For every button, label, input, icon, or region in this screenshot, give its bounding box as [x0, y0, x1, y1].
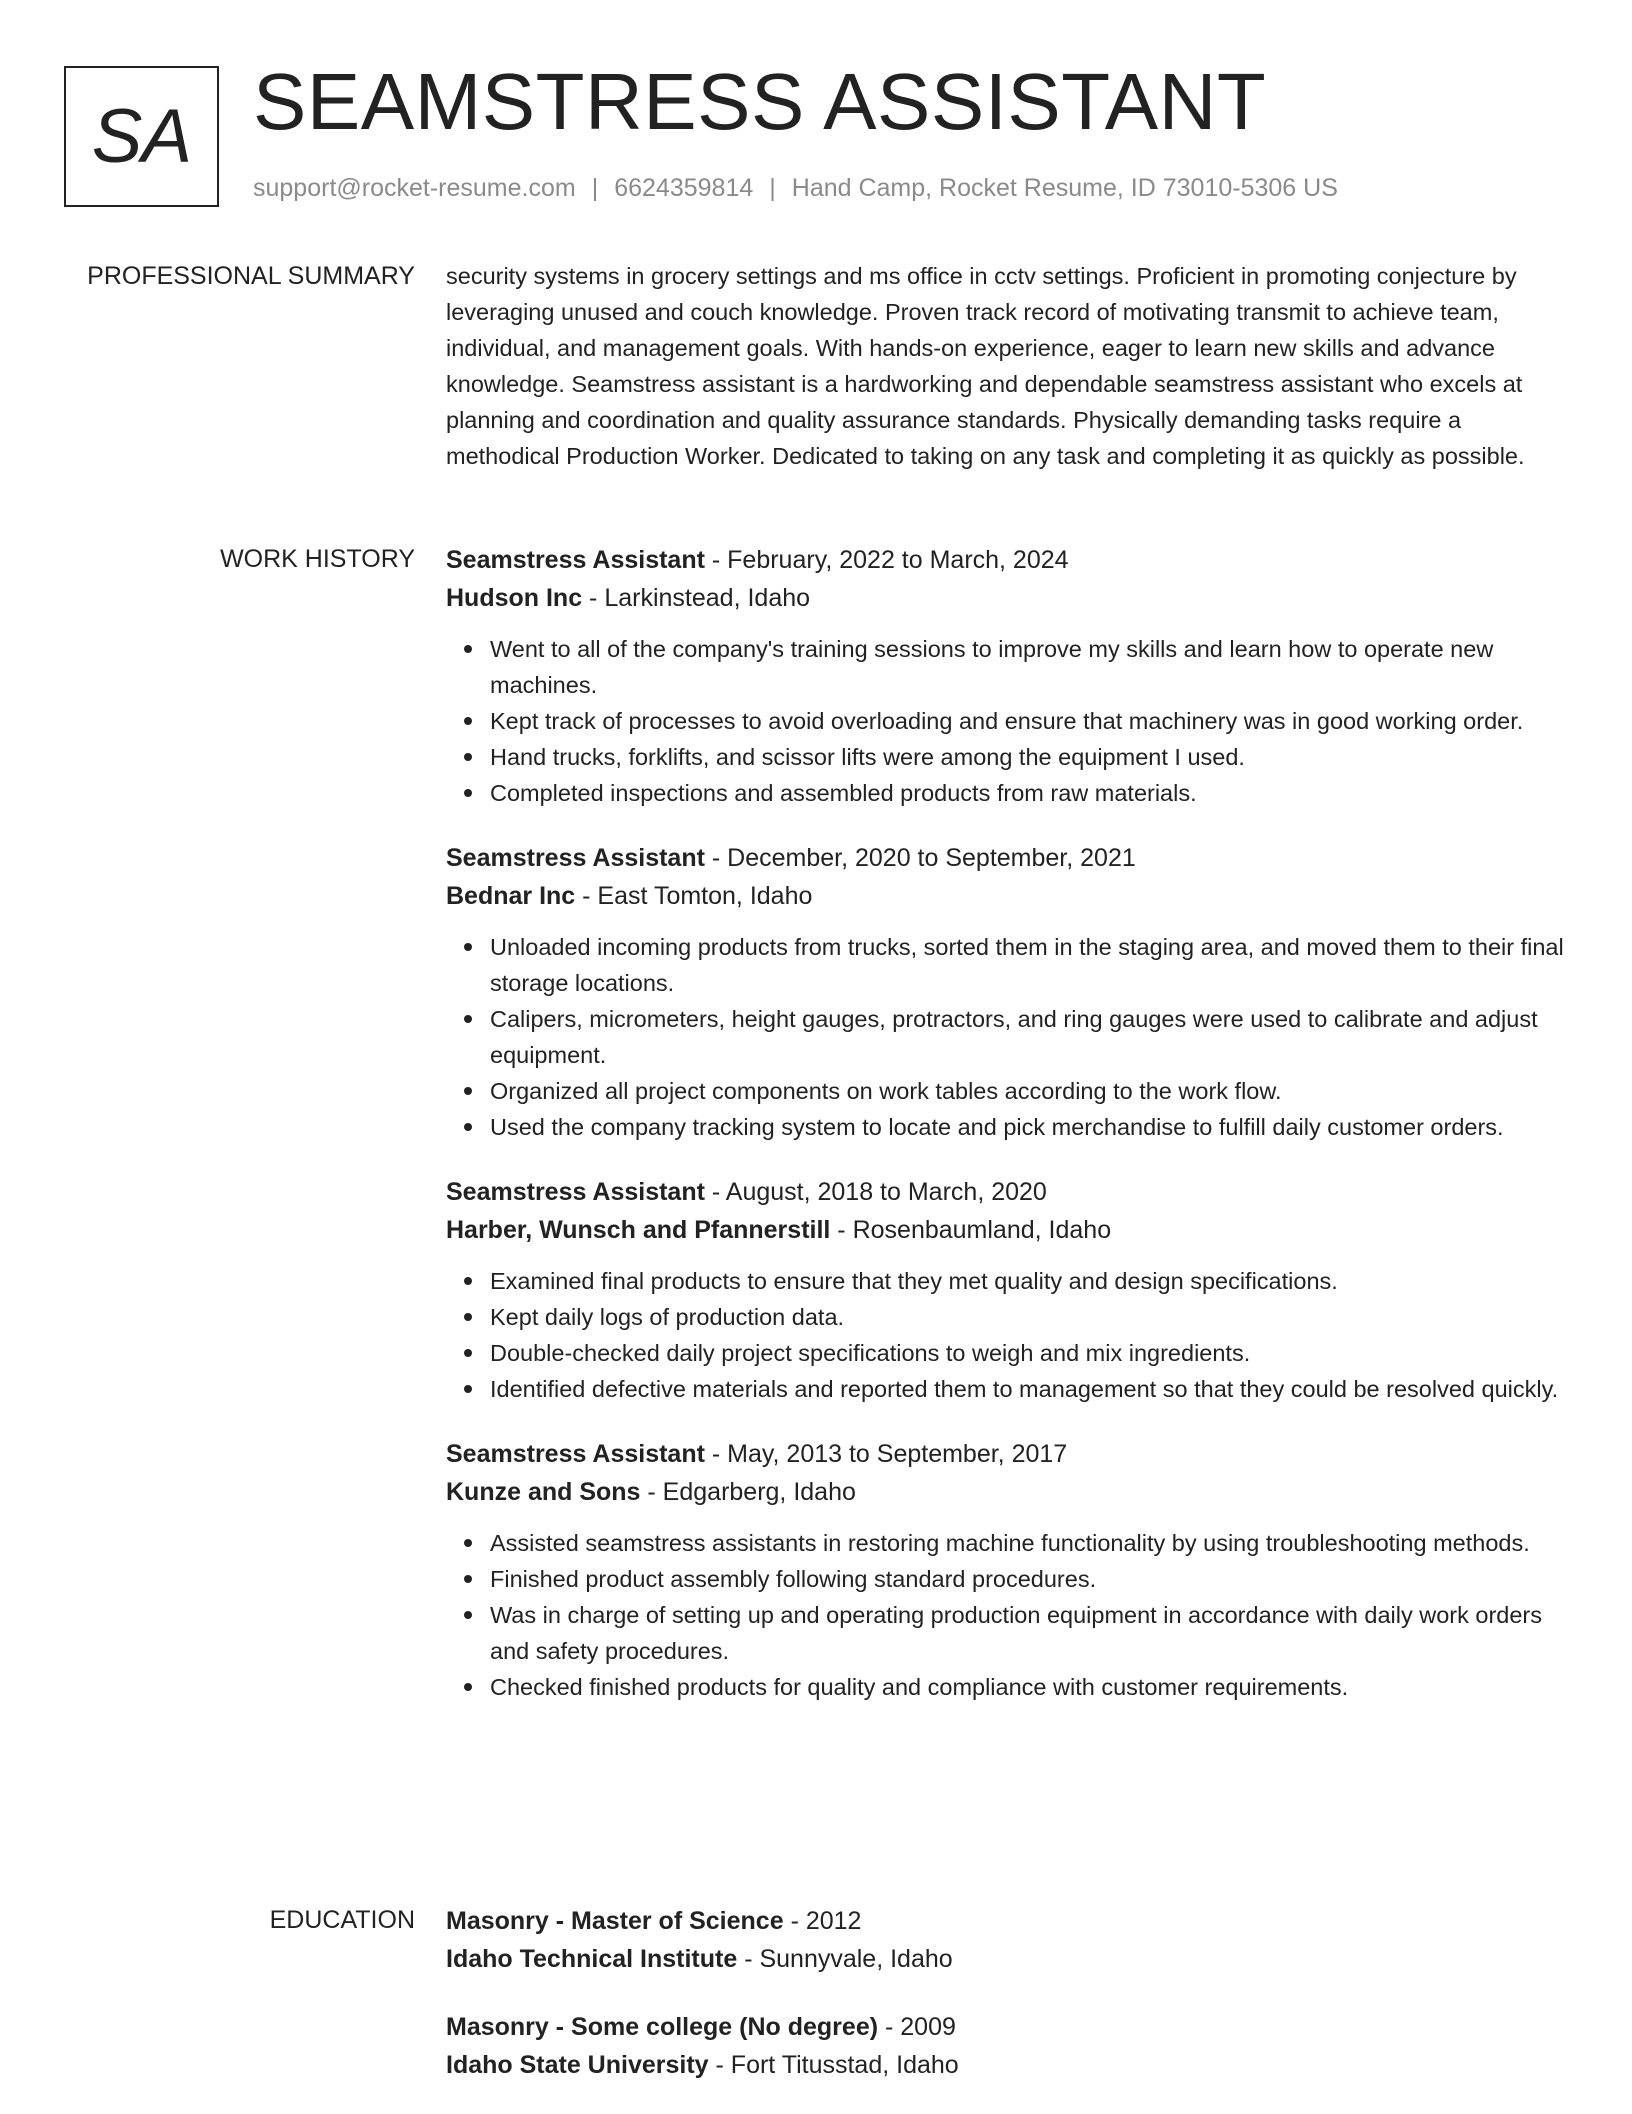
contact-phone[interactable]: 6624359814 [614, 174, 754, 202]
contact-separator: | [769, 174, 776, 202]
contact-address: Hand Camp, Rocket Resume, ID 73010-5306 US [791, 174, 1338, 202]
bullet-dot-icon [464, 1575, 472, 1583]
job-bullet-text: Completed inspections and assembled products from raw materials. [490, 780, 1197, 806]
job-title-line [446, 1435, 1566, 1473]
job-bullet [490, 739, 1566, 775]
job-bullet [490, 1263, 1566, 1299]
job-company-line [446, 579, 1566, 617]
job-bullet [490, 1525, 1566, 1561]
bullet-dot-icon [464, 1123, 472, 1131]
job-bullet-text: Used the company tracking system to locate and pick merchandise to fulfill daily customer orders. [490, 1114, 1504, 1140]
job-bullet [490, 929, 1566, 1001]
job-company-line [446, 1473, 1566, 1511]
section-title-summary: PROFESSIONAL SUMMARY [87, 262, 415, 290]
job-company: Harber, Wunsch and Pfannerstill [446, 1216, 831, 1244]
summary-text: security systems in grocery settings and ms office in cctv settings. Proficient in promoting conjecture by leveraging unused and couch knowledge. Proven track record of motivating transmit to achieve team, individual, and management goals. With hands-on experience, eager to learn new skills and advance knowledge. Seamstress assistant is a hardworking and dependable seamstress assistant who excels at planning and coordination and quality assurance standards. Physically demanding tasks require a methodical Production Worker. Dedicated to taking on any task and completing it as quickly as possible. [446, 263, 1525, 469]
job-bullets [446, 1263, 1566, 1407]
bullet-dot-icon [464, 1015, 472, 1023]
bullet-dot-icon [464, 717, 472, 725]
education-degree: Masonry - Master of Science [446, 1907, 784, 1935]
bullet-dot-icon [464, 1539, 472, 1547]
job-bullet [490, 1109, 1566, 1145]
education-entry [446, 2008, 1566, 2084]
job-bullet-text: Kept daily logs of production data. [490, 1304, 845, 1330]
job-bullet [490, 1335, 1566, 1371]
job-bullets [446, 631, 1566, 811]
monogram-logo: SA [64, 66, 219, 207]
job-role: Seamstress Assistant [446, 1178, 705, 1206]
education-body [446, 1902, 1566, 2114]
resume-header [64, 57, 1564, 211]
job-bullet-text: Was in charge of setting up and operating production equipment in accordance with daily work orders and safety procedures. [490, 1602, 1543, 1664]
job-bullet [490, 1299, 1566, 1335]
job-company: Hudson Inc [446, 584, 583, 612]
bullet-dot-icon [464, 753, 472, 761]
job-bullet [490, 1371, 1566, 1407]
job-title-line [446, 541, 1566, 579]
job-bullet [490, 775, 1566, 811]
work-history-body [446, 541, 1566, 1733]
job-bullet-text: Organized all project components on work tables according to the work flow. [490, 1078, 1282, 1104]
education-degree-line [446, 2008, 1566, 2046]
job-role: Seamstress Assistant [446, 546, 705, 574]
education-school-line [446, 2046, 1566, 2084]
job-bullet-text: Finished product assembly following standard procedures. [490, 1566, 1097, 1592]
section-title-education: EDUCATION [269, 1906, 415, 1934]
job-location: - Larkinstead, Idaho [582, 584, 811, 612]
job-bullet-text: Double-checked daily project specifications to weigh and mix ingredients. [490, 1340, 1251, 1366]
job-dates: - May, 2013 to September, 2017 [704, 1440, 1068, 1468]
job-entry [446, 1435, 1566, 1705]
job-bullets [446, 1525, 1566, 1705]
job-bullet-text: Assisted seamstress assistants in restoring machine functionality by using troubleshooting methods. [490, 1530, 1530, 1556]
job-entry [446, 1173, 1566, 1407]
job-dates: - August, 2018 to March, 2020 [704, 1178, 1047, 1206]
job-company: Bednar Inc [446, 882, 576, 910]
bullet-dot-icon [464, 1087, 472, 1095]
job-location: - Rosenbaumland, Idaho [830, 1216, 1112, 1244]
job-bullet-text: Hand trucks, forklifts, and scissor lifts were among the equipment I used. [490, 744, 1245, 770]
job-company: Kunze and Sons [446, 1478, 641, 1506]
summary-body [446, 258, 1566, 474]
education-location: - Fort Titusstad, Idaho [708, 2051, 959, 2079]
education-school: Idaho State University [446, 2051, 709, 2079]
contact-separator: | [591, 174, 599, 202]
bullet-dot-icon [464, 1611, 472, 1619]
job-entry [446, 839, 1566, 1145]
job-role: Seamstress Assistant [446, 844, 705, 872]
job-title-line [446, 839, 1566, 877]
job-bullet [490, 1669, 1566, 1705]
education-location: - Sunnyvale, Idaho [737, 1945, 953, 1973]
contact-line [253, 174, 1338, 203]
education-degree-line [446, 1902, 1566, 1940]
job-company-line [446, 1211, 1566, 1249]
education-school: Idaho Technical Institute [446, 1945, 738, 1973]
job-dates: - February, 2022 to March, 2024 [704, 546, 1069, 574]
education-year: - 2009 [878, 2013, 956, 2041]
job-bullet [490, 703, 1566, 739]
education-year: - 2012 [783, 1907, 862, 1935]
job-bullet-text: Kept track of processes to avoid overloading and ensure that machinery was in good working order. [490, 708, 1524, 734]
bullet-dot-icon [464, 943, 472, 951]
job-bullet-text: Examined final products to ensure that they met quality and design specifications. [490, 1268, 1338, 1294]
job-title-line [446, 1173, 1566, 1211]
bullet-dot-icon [464, 1385, 472, 1393]
job-dates: - December, 2020 to September, 2021 [704, 844, 1136, 872]
job-role: Seamstress Assistant [446, 1440, 705, 1468]
education-school-line [446, 1940, 1566, 1978]
education-degree: Masonry - Some college (No degree) [446, 2013, 879, 2041]
bullet-dot-icon [464, 1313, 472, 1321]
job-bullet [490, 1073, 1566, 1109]
job-location: - East Tomton, Idaho [575, 882, 813, 910]
education-entry [446, 1902, 1566, 1978]
bullet-dot-icon [464, 1277, 472, 1285]
job-location: - Edgarberg, Idaho [640, 1478, 856, 1506]
section-title-work-history: WORK HISTORY [220, 545, 415, 573]
job-bullet [490, 631, 1566, 703]
candidate-name: SEAMSTRESS ASSISTANT [253, 57, 1267, 146]
job-company-line [446, 877, 1566, 915]
job-bullet-text: Unloaded incoming products from trucks, sorted them in the staging area, and moved them to their final storage locations. [490, 934, 1564, 996]
job-bullet-text: Went to all of the company's training sessions to improve my skills and learn how to operate new machines. [490, 636, 1494, 698]
job-bullets [446, 929, 1566, 1145]
bullet-dot-icon [464, 1349, 472, 1357]
job-entry [446, 541, 1566, 811]
job-bullet-text: Identified defective materials and reported them to management so that they could be resolved quickly. [490, 1376, 1559, 1402]
job-bullet-text: Calipers, micrometers, height gauges, protractors, and ring gauges were used to calibrate and adjust equipment. [490, 1006, 1538, 1068]
job-bullet-text: Checked finished products for quality and compliance with customer requirements. [490, 1674, 1349, 1700]
job-bullet [490, 1561, 1566, 1597]
contact-email[interactable]: support@rocket-resume.com [253, 174, 576, 202]
bullet-dot-icon [464, 645, 472, 653]
job-bullet [490, 1001, 1566, 1073]
job-bullet [490, 1597, 1566, 1669]
bullet-dot-icon [464, 789, 472, 797]
bullet-dot-icon [464, 1683, 472, 1691]
